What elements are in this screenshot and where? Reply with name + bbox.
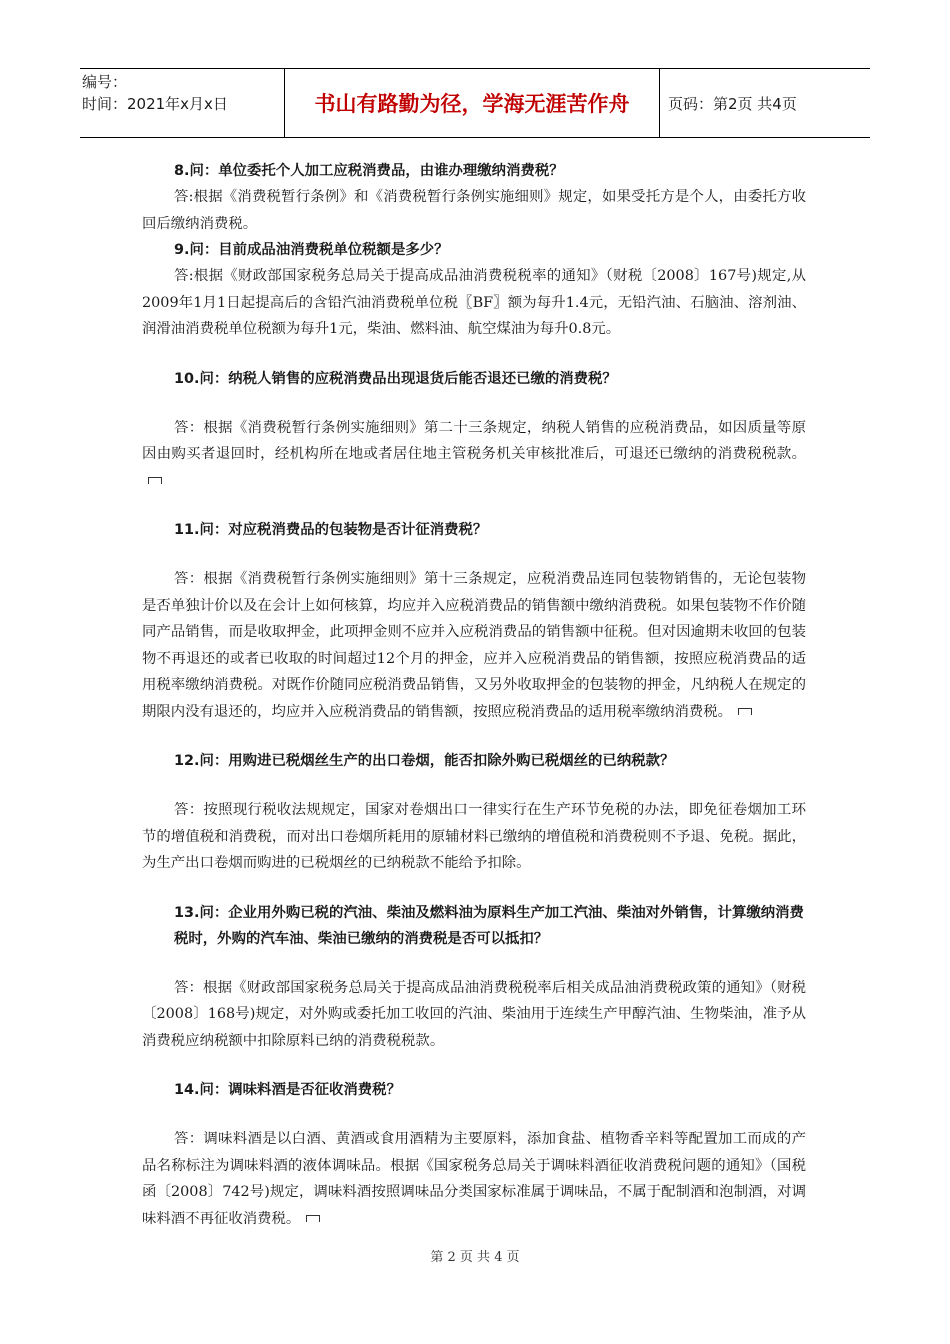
page-header (80, 68, 870, 138)
answer-10-text: 答：根据《消费税暂行条例实施细则》第二十三条规定，纳税人销售的应税消费品，如因质量等原因由购买者退回时，经机构所在地或者居住地主管税务机关审核批准后，可退还已缴纳的消费税税款。 (142, 419, 806, 462)
header-page-info: 页码：第2页 共4页 (668, 94, 797, 113)
question-10: 10.问：纳税人销售的应税消费品出现退货后能否退还已缴的消费税？ (174, 370, 617, 387)
header-meta (80, 69, 285, 137)
question-9: 9.问：目前成品油消费税单位税额是多少？ (174, 242, 449, 258)
question-12: 12.问：用购进已税烟丝生产的出口卷烟，能否扣除外购已税烟丝的已纳税款？ (174, 753, 675, 769)
question-11: 11.问：对应税消费品的包装物是否计征消费税？ (174, 522, 488, 538)
answer-10 (142, 415, 806, 495)
answer-8: 答:根据《消费税暂行条例》和《消费税暂行条例实施细则》规定，如果受托方是个人，由委托方收回后缴纳消费税。 (142, 189, 806, 232)
answer-11-text: 答：根据《消费税暂行条例实施细则》第十三条规定，应税消费品连同包装物销售的，无论包装物是否单独计价以及在会计上如何核算，均应并入应税消费品的销售额中缴纳消费税。如果包装物不作价随同产品销售，而是收取押金，此项押金则不应并入应税消费品的销售额中征税。但对因逾期未收回的包装物不再退还的或者已收取的时间超过12个月的押金，应并入应税消费品的销售额，按照应税消费品的适用税率缴纳消费税。对既作价随同应税消费品销售，又另外收取押金的包装物的押金，凡纳税人在规定的期限内没有退还的，均应并入应税消费品的销售额，按照应税消费品的适用税率缴纳消费税。 (142, 571, 806, 720)
answer-12: 答：按照现行税收法规规定，国家对卷烟出口一律实行在生产环节免税的办法，即免征卷烟加工环节的增值税和消费税，而对出口卷烟所耗用的原辅材料已缴纳的增值税和消费税则不予退、免税。据此，为生产出口卷烟而购进的已税烟丝的已纳税款不能给予扣除。 (142, 802, 806, 871)
page-footer: 第 2 页 共 4 页 (430, 1250, 520, 1265)
document-date: 时间：2021年x月x日 (82, 95, 228, 113)
document-number-label: 编号： (82, 73, 128, 91)
answer-13: 答：根据《财政部国家税务总局关于提高成品油消费税税率后相关成品油消费税政策的通知》（财税〔2008〕168号)规定，对外购或委托加工收回的汽油、柴油用于连续生产甲醇汽油、生物柴油，准予从消费税应纳税额中扣除原料已纳的消费税税款。 (142, 979, 806, 1049)
return-mark-icon (306, 1215, 320, 1222)
header-motto: 书山有路勤为径，学海无涯苦作舟 (285, 69, 660, 137)
question-14: 14.问：调味料酒是否征收消费税？ (174, 1082, 401, 1098)
document-body (142, 158, 806, 1232)
answer-14-text: 答：调味料酒是以白酒、黄酒或食用酒精为主要原料，添加食盐、植物香辛料等配置加工而成的产品名称标注为调味料酒的液体调味品。根据《国家税务总局关于调味料酒征收消费税问题的通知》（国税函〔2008〕742号)规定，调味料酒按照调味品分类国家标准属于调味品，不属于配制酒和泡制酒，对调味料酒不再征收消费税。 (142, 1131, 806, 1227)
answer-11 (142, 566, 806, 725)
answer-14 (142, 1126, 806, 1232)
answer-9: 答:根据《财政部国家税务总局关于提高成品油消费税税率的通知》（财税〔2008〕167号)规定,从2009年1月1日起提高后的含铅汽油消费税单位税〖BF〗额为每升1.4元，无铅汽油、石脑油、溶剂油、润滑油消费税单位税额为每升1元，柴油、燃料油、航空煤油为每升0.8元。 (142, 268, 806, 337)
return-mark-icon (738, 708, 752, 715)
question-13: 13.问：企业用外购已税的汽油、柴油及燃料油为原料生产加工汽油、柴油对外销售，计算缴纳消费税时，外购的汽车油、柴油已缴纳的消费税是否可以抵扣？ (174, 904, 804, 947)
return-mark-icon (148, 477, 162, 484)
question-8: 8.问：单位委托个人加工应税消费品，由谁办理缴纳消费税？ (174, 163, 564, 179)
